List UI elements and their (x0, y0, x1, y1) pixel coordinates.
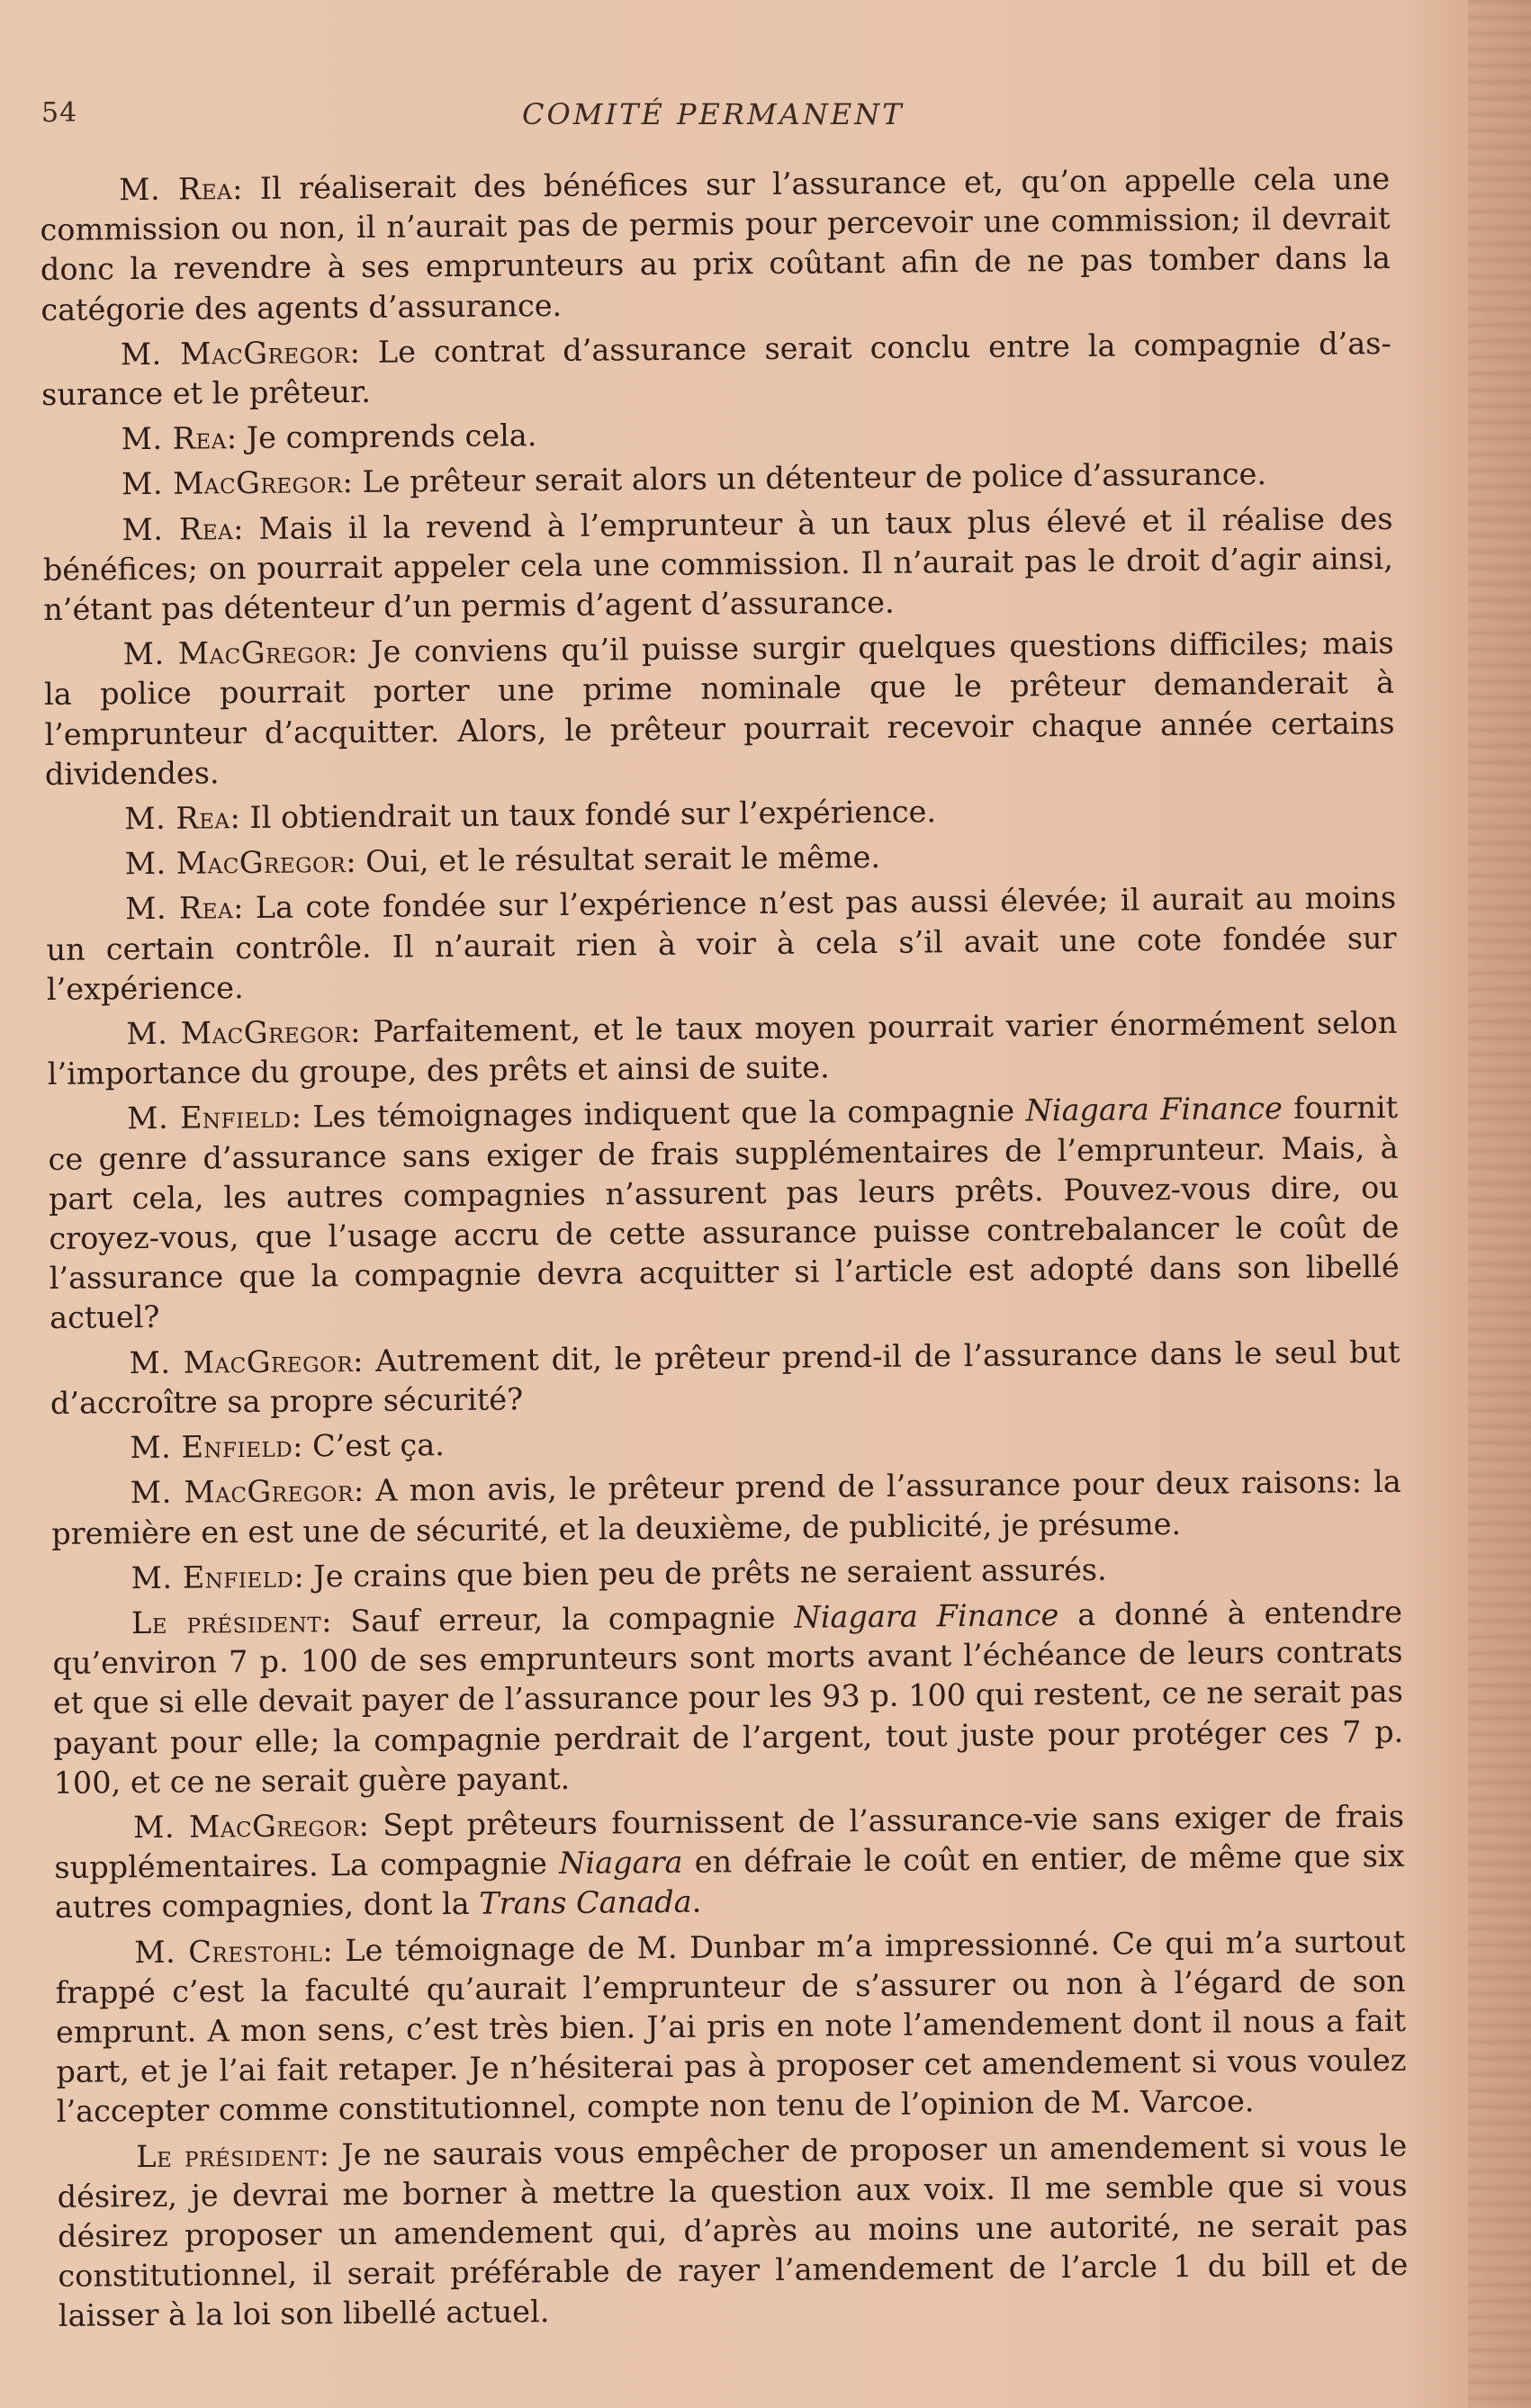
speaker-separator: : (349, 334, 379, 370)
transcript-paragraph (41, 409, 1391, 460)
speaker-name: M. MacGregor (130, 1473, 355, 1511)
speaker-name: M. MacGregor (124, 844, 347, 882)
speaker-name: M. Enfield (130, 1428, 293, 1466)
speaker-name: M. Rea (119, 171, 233, 208)
italic-name: Niagara Finance (794, 1597, 1059, 1635)
speaker-name: M. Crestohl (134, 1932, 323, 1970)
speaker-name: Le président (131, 1604, 322, 1641)
speech-text: Je comprends cela. (246, 418, 537, 456)
speech-text: Autrement dit, le prêteur prend-il de l’assurance dans le seul but d’accroître sa propre sécurité? (50, 1334, 1400, 1421)
speaker-separator: : (353, 1473, 376, 1509)
transcript-paragraph (55, 1921, 1407, 2132)
speaker-name: M. Rea (122, 510, 234, 547)
transcript-paragraph (54, 1797, 1405, 1928)
speaker-separator: : (319, 2136, 342, 2172)
speech-text: Je crains que bien peu de prêts ne seraient assurés. (313, 1551, 1107, 1595)
transcript-paragraph (46, 878, 1397, 1010)
speech-text: en défraie le coût en entier, de même que six autres compagnies, dont la (54, 1837, 1405, 1926)
speaker-separator: : (349, 1013, 374, 1050)
running-title: COMITÉ PERMANENT (522, 97, 905, 131)
speaker-separator: : (232, 890, 256, 926)
speaker-name: M. Enfield (131, 1559, 294, 1595)
speaker-separator: : (293, 1559, 314, 1595)
page-edge-shadow (1468, 0, 1531, 2408)
transcript-paragraph (42, 499, 1393, 631)
speech-text: a donné à entendre qu’environ 7 p. 100 de ses emprunteurs sont morts avant l’échéance de leurs contrats et que si elle devait payer de l’assurance pour les 93 p. 100 qui restent, ce ne serait pas payant pour elle; la compagnie perdrait de l’argent, tout juste pour protéger ces 7 p. 100, et ce ne serait guère payant. (52, 1594, 1404, 1801)
speaker-separator: : (347, 634, 372, 670)
speaker-name: M. MacGregor (129, 1343, 354, 1380)
transcript-paragraph (48, 1088, 1400, 1338)
speaker-separator: : (322, 1932, 346, 1968)
speaker-name: Le président (136, 2136, 320, 2174)
speech-text: Sept prêteurs fournissent de l’assurance-vie sans exiger de frais supplémentaires. La compagnie (54, 1798, 1405, 1886)
speaker-separator: : (232, 510, 259, 546)
transcript-paragraph (50, 1417, 1400, 1469)
speaker-name: M. MacGregor (132, 1807, 359, 1846)
speech-text: Il obtiendrait un taux fondé sur l’expérience. (249, 794, 937, 836)
transcript-paragraph (44, 624, 1395, 795)
speaker-separator: : (353, 1343, 376, 1379)
transcript-body (40, 159, 1409, 2342)
speaker-separator: : (292, 1428, 313, 1464)
speech-text: . (691, 1883, 702, 1920)
transcript-paragraph (42, 454, 1392, 505)
speaker-name: M. Rea (124, 800, 230, 837)
speech-text: La cote fondée sur l’expérience n’est pas aussi élevée; il aurait au moins un certain contrôle. Il n’aurait rien à voir à cela s’il avait une cote fondée sur l’expérience. (46, 880, 1397, 1007)
transcript-paragraph (52, 1593, 1404, 1803)
speech-text: C’est ça. (311, 1427, 446, 1464)
speech-text: A mon avis, le prêteur prend de l’assurance pour deux raisons: la première en est une de sécurité, et la deuxième, de publicité, je présume. (51, 1464, 1401, 1551)
italic-name: Niagara (558, 1844, 683, 1882)
speaker-separator: : (291, 1099, 313, 1136)
speaker-name: M. MacGregor (122, 634, 348, 672)
speech-text: Mais il la revend à l’emprunteur à un taux plus élevé et il réalise des bénéfices; on pourrait appeler cela une commission. Il n’aurait pas le droit d’agir ainsi, n’étant pas détenteur d’un permis d’agent d’assurance. (42, 500, 1393, 628)
transcript-paragraph (50, 1333, 1400, 1424)
speaker-name: M. Rea (121, 420, 228, 457)
speech-text: Il réaliserait des bénéfices sur l’assurance et, qu’on appelle cela une commission ou non, il n’aurait pas de permis pour percevoir une commission; il devrait donc la revendre à ses emprunteurs au prix coûtant afin de ne pas tomber dans la catégorie des agents d’assurance. (40, 160, 1391, 328)
speaker-name: M. Enfield (127, 1100, 292, 1137)
speaker-separator: : (320, 1603, 351, 1640)
speech-text: Les témoignages indiquent que la compagnie (312, 1092, 1026, 1135)
italic-name: Niagara Finance (1025, 1091, 1283, 1128)
speaker-separator: : (342, 464, 363, 500)
italic-name: Trans Canada (479, 1884, 692, 1922)
speech-text: Le témoignage de M. Dunbar m’a impressionné. Ce qui m’a surtout frappé c’est la faculté qu’aurait l’emprunteur de s’assurer ou non à l’égard de son emprunt. A mon sens, c’est très bien. J’ai pris en note l’amendement dont il nous a fait part, et je l’ai fait retaper. Je n’hésiterai pas à proposer cet amendement si vous voulez l’accepter comme constitutionnel, compte non tenu de l’opinion de M. Varcoe. (55, 1923, 1407, 2130)
transcript-paragraph (47, 1003, 1398, 1094)
transcript-paragraph (40, 159, 1391, 330)
speaker-separator: : (230, 800, 250, 836)
speech-text: Sauf erreur, la compagnie (350, 1599, 795, 1639)
transcript-paragraph (51, 1548, 1401, 1599)
speech-text: Le prêteur serait alors un détenteur de police d’assurance. (362, 456, 1267, 500)
speech-text: Je conviens qu’il puisse surgir quelques questions difficiles; mais la police pourrait porter une prime nominale que le prêteur demanderait à l’emprunteur d’acquitter. Alors, le prêteur pourrait recevoir chaque année certains dividendes. (43, 625, 1395, 792)
transcript-paragraph (51, 1462, 1402, 1553)
speaker-name: M. MacGregor (120, 334, 350, 373)
page-header (36, 97, 1404, 137)
page-number: 54 (41, 97, 78, 129)
speech-text: Le contrat d’assurance serait conclu entre la compagnie d’assurance et le prêteur. (41, 325, 1391, 413)
speaker-separator: : (231, 170, 261, 207)
speaker-separator: : (226, 420, 247, 456)
speaker-name: M. Rea (124, 890, 234, 927)
transcript-paragraph (41, 324, 1392, 415)
speaker-separator: : (346, 844, 366, 880)
speech-text: Je ne saurais vous empêcher de proposer un amendement si vous le désirez, je devrai me borner à mettre la question aux voix. Il me semble que si vous désirez proposer un amendement qui, d’après au moins une autorité, ne serait pas constitutionnel, il serait préférable de rayer l’amendement de l’arcle 1 du bill et de laisser à la loi son libellé actuel. (57, 2127, 1409, 2334)
speaker-separator: : (358, 1807, 383, 1843)
transcript-paragraph (57, 2125, 1409, 2336)
transcript-paragraph (46, 833, 1396, 885)
transcript-paragraph (45, 788, 1395, 840)
speech-text: Oui, et le résultat serait le même. (365, 840, 881, 880)
speaker-name: M. MacGregor (126, 1014, 351, 1052)
speaker-name: M. MacGregor (121, 464, 343, 502)
speech-text: Parfaitement, et le taux moyen pourrait varier énormément selon l’importance du groupe, des prêts et ainsi de suite. (47, 1004, 1398, 1092)
speech-text: fournit ce genre d’assurance sans exiger de frais supplémentaires de l’emprunteur. Mais, à part cela, les autres compagnies n’assurent pas leurs prêts. Pouvez-vous dire, ou croyez-vous, que l’usage accru de cette assurance puisse contrebalancer le coût de l’assurance que la compagnie devra acquitter si l’article est adopté dans son libellé actuel? (48, 1090, 1400, 1336)
